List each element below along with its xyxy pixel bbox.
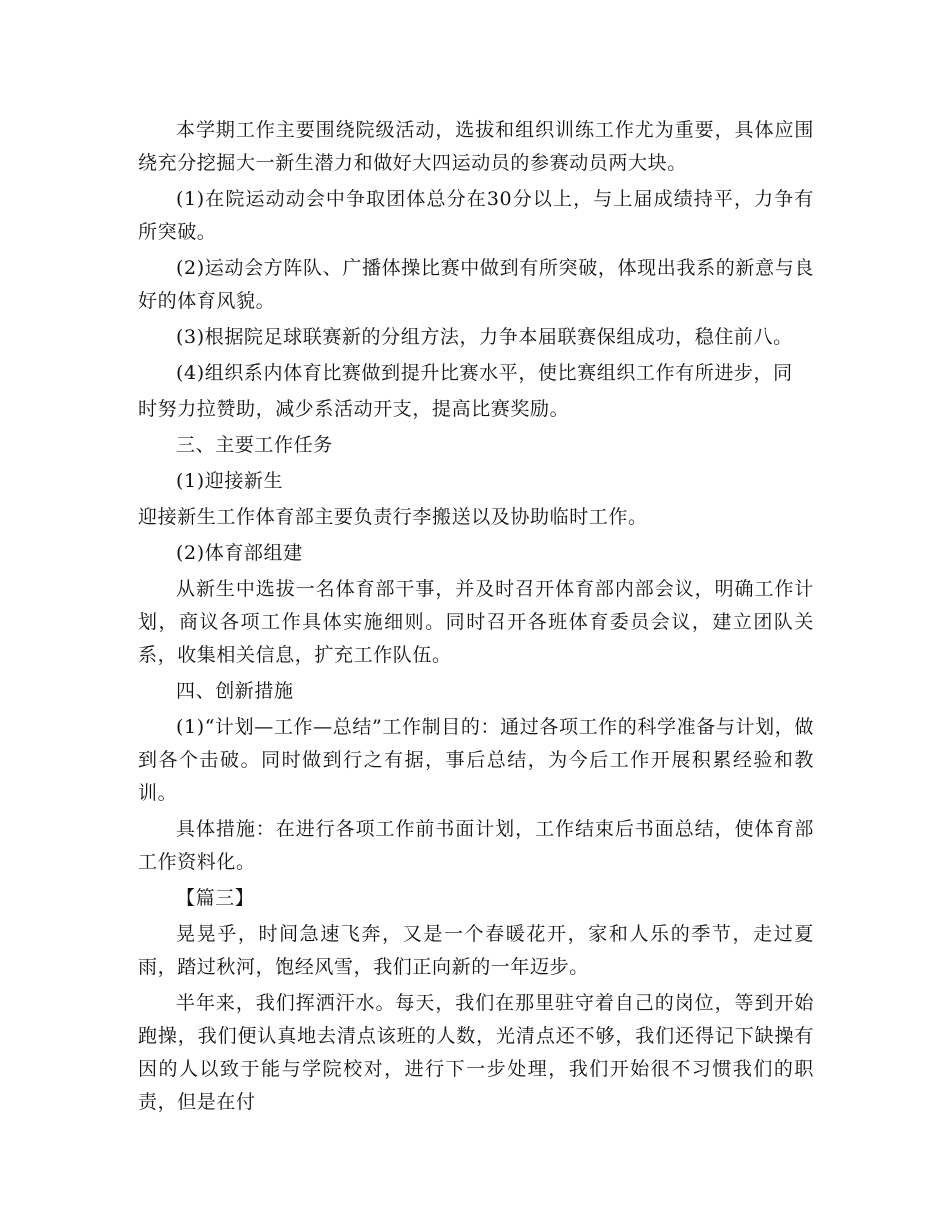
paragraph-item-2: (2)运动会方阵队、广播体操比赛中做到有所突破，体现出我系的新意与良好的体育风貌。	[138, 257, 814, 312]
section-heading-main-tasks: 三、主要工作任务	[176, 434, 333, 456]
paragraph-item-4-continued: 时努力拉赞助，减少系活动开支，提高比赛奖励。	[138, 398, 570, 420]
paragraph-time-flies: 晃晃乎，时间急速飞奔，又是一个春暖花开，家和人乐的季节，走过夏雨，踏过秋河，饱经风雪，我们正向新的一年迈步。	[138, 923, 814, 978]
paragraph-department-formation: 从新生中选拔一名体育部干事，并及时召开体育部内部会议，明确工作计划，商议各项工作具体实施细则。同时召开各班体育委员会议，建立团队关系，收集相关信息，扩充工作队伍。	[138, 578, 814, 666]
paragraph-welcome-freshmen: 迎接新生工作体育部主要负责行李搬送以及协助临时工作。	[138, 506, 648, 528]
paragraph-specific-measures: 具体措施：在进行各项工作前书面计划，工作结束后书面总结，使体育部工作资料化。	[138, 818, 814, 873]
paragraph-plan-work-summary: (1)“计划—工作—总结”工作制目的：通过各项工作的科学准备与计划，做到各个击破。同时做到行之有据，事后总结，为今后工作开展积累经验和教训。	[138, 716, 814, 804]
paragraph-item-4: (4)组织系内体育比赛做到提升比赛水平，使比赛组织工作有所进步，同	[176, 362, 793, 384]
section-heading-part-three: 【篇三】	[176, 887, 255, 909]
section-heading-innovation: 四、创新措施	[176, 680, 294, 702]
paragraph-intro: 本学期工作主要围绕院级活动，选拔和组织训练工作尤为重要，具体应围绕充分挖掘大一新生潜力和做好大四运动员的参赛动员两大块。	[138, 119, 814, 174]
paragraph-item-3: (3)根据院足球联赛新的分组方法，力争本届联赛保组成功，稳住前八。	[176, 326, 793, 348]
document-body	[138, 114, 814, 1122]
subheading-department-formation: (2)体育部组建	[176, 542, 303, 564]
subheading-welcome-freshmen: (1)迎接新生	[176, 470, 284, 492]
paragraph-item-1: (1)在院运动动会中争取团体总分在30分以上，与上届成绩持平，力争有所突破。	[138, 188, 814, 243]
paragraph-half-year: 半年来，我们挥洒汗水。每天，我们在那里驻守着自己的岗位，等到开始跑操，我们便认真地去清点该班的人数，光清点还不够，我们还得记下缺操有因的人以致于能与学院校对，进行下一步处理，我们开始很不习惯我们的职责，但是在付	[138, 992, 814, 1113]
